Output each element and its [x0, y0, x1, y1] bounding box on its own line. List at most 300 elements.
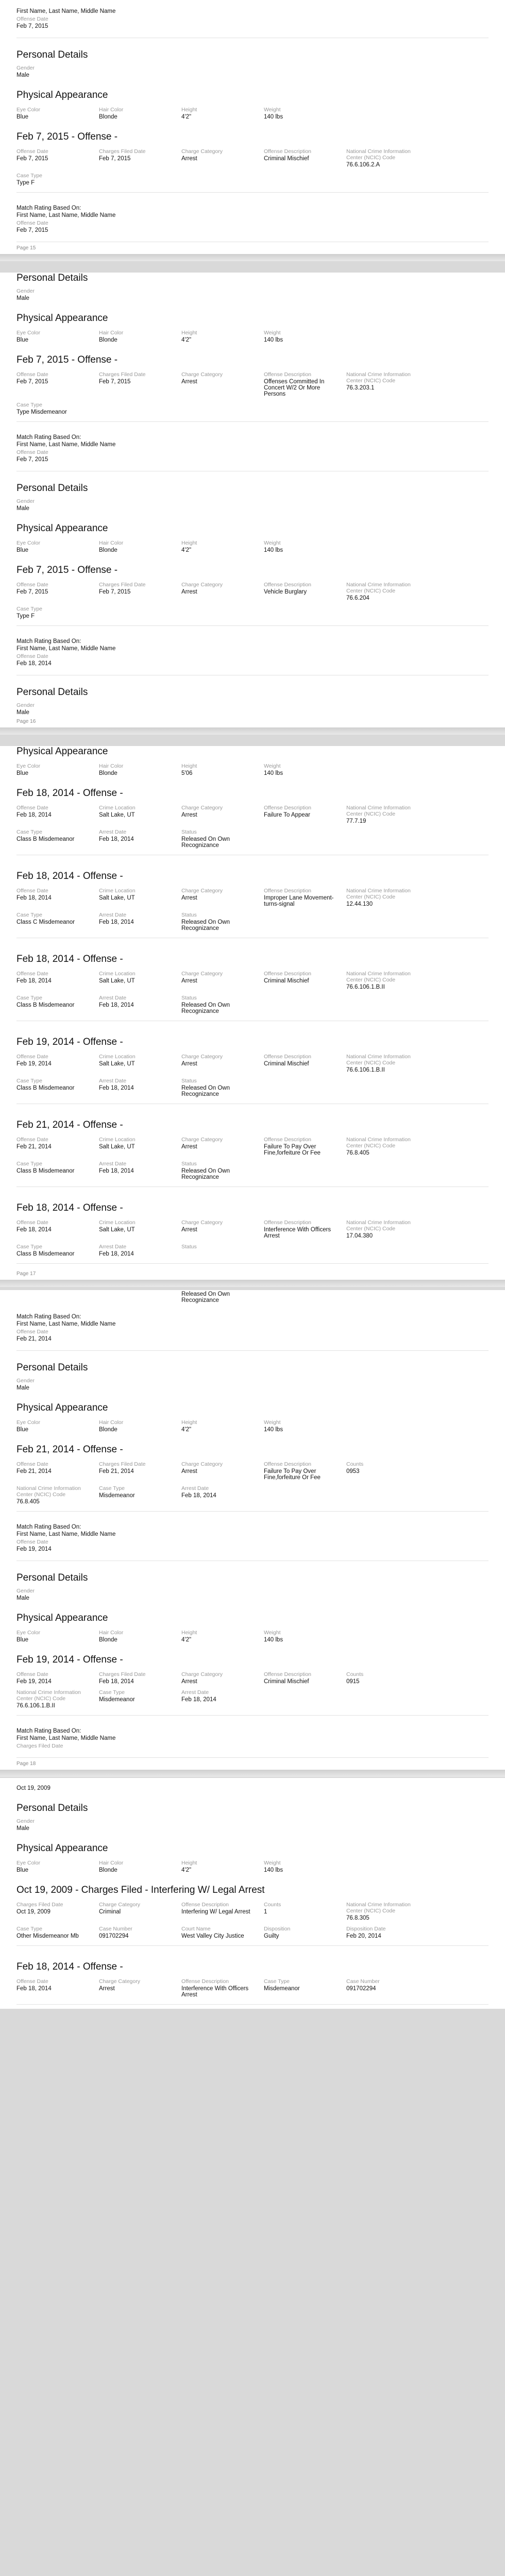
field — [16, 1924, 99, 1939]
field — [16, 147, 99, 168]
field-label: Weight — [264, 330, 281, 336]
field-value: 76.6.106.2.A — [346, 162, 380, 168]
field-label: Charge Category — [181, 582, 223, 588]
field-label: Case Type — [16, 1078, 43, 1084]
field-value: 140 lbs — [264, 337, 283, 343]
field — [16, 400, 99, 415]
field — [16, 105, 99, 120]
field-value: Failure To Pay Over Fine,forfeiture Or Fee — [264, 1468, 321, 1481]
field-value: Arrest — [181, 1061, 197, 1067]
field-value: Feb 18, 2014 — [99, 1085, 134, 1091]
field-label: National Crime Information Center (NCIC) Code — [16, 1485, 81, 1498]
field — [99, 1159, 181, 1180]
field-label: Hair Color — [99, 1860, 124, 1866]
field-row — [16, 886, 489, 907]
field-value: Misdemeanor — [99, 1697, 135, 1703]
field-value: Feb 18, 2014 — [99, 1002, 134, 1008]
field — [99, 1670, 181, 1685]
field — [346, 886, 429, 907]
field-label: Offense Date — [16, 148, 48, 155]
field — [181, 1076, 264, 1097]
field-row — [16, 993, 489, 1014]
field — [99, 1688, 181, 1709]
field-label: National Crime Information Center (NCIC) Code — [16, 1689, 81, 1702]
field — [181, 1484, 264, 1505]
field-label: Charge Category — [181, 971, 223, 977]
field — [181, 827, 264, 849]
field — [181, 1159, 264, 1180]
field — [181, 993, 264, 1014]
field-value: Feb 18, 2014 — [16, 1227, 52, 1233]
field-label: Counts — [346, 1671, 364, 1677]
field-label: Eye Color — [16, 107, 41, 113]
field-value: Released On Own Recognizance — [181, 1085, 230, 1097]
field-row — [16, 1218, 489, 1239]
offense-title: Feb 18, 2014 - Offense - — [16, 954, 123, 964]
field — [181, 969, 264, 990]
field-label: Case Type — [16, 1161, 43, 1167]
divider — [16, 625, 489, 626]
field-value: Improper Lane Movement-turns-signal — [264, 895, 334, 907]
field — [16, 538, 99, 553]
field-value: 140 lbs — [264, 1867, 283, 1873]
field-label: Hair Color — [99, 1630, 124, 1636]
offense-entry — [16, 565, 489, 630]
field-value: 0915 — [346, 1679, 360, 1685]
offense-title: Feb 18, 2014 - Offense - — [16, 788, 123, 799]
field-value: 140 lbs — [264, 1427, 283, 1433]
field-label: Weight — [264, 540, 281, 546]
field-label: Disposition Date — [346, 1926, 386, 1932]
field-label: Charge Category — [181, 148, 223, 155]
field-label: Charge Category — [181, 371, 223, 378]
offense-title: Feb 18, 2014 - Offense - — [16, 1202, 123, 1213]
field — [99, 1418, 181, 1433]
field-row — [16, 1977, 489, 1998]
field-value: Blue — [16, 547, 29, 553]
field — [346, 370, 429, 397]
field-label: Weight — [264, 1860, 281, 1866]
field — [16, 1858, 99, 1873]
field-label: Case Type — [264, 1978, 290, 1985]
field-value: Misdemeanor — [99, 1493, 135, 1499]
field — [346, 1900, 429, 1921]
field-value: Salt Lake, UT — [99, 1144, 135, 1150]
field-label: Weight — [264, 1630, 281, 1636]
field — [264, 1670, 346, 1685]
field-label: Offense Description — [264, 1219, 312, 1226]
field-value: Blue — [16, 114, 29, 120]
field — [16, 1628, 99, 1643]
field — [181, 1977, 264, 1998]
field — [16, 1135, 99, 1156]
field-label: Status — [181, 1244, 197, 1250]
field-value: Blonde — [99, 114, 117, 120]
field — [181, 1688, 264, 1709]
match-rating — [16, 630, 489, 675]
field-row — [16, 1076, 489, 1097]
field-label: Hair Color — [99, 107, 124, 113]
field-row — [16, 370, 489, 397]
field-value: 091702294 — [346, 1986, 376, 1992]
divider — [16, 1511, 489, 1512]
field-label: Offense Date — [16, 1978, 48, 1985]
field-label: National Crime Information Center (NCIC) Code — [346, 888, 411, 900]
field-label: Case Type — [16, 995, 43, 1001]
field-value: Criminal Mischief — [264, 978, 309, 984]
field — [99, 1484, 181, 1505]
field-value: 12.44.130 — [346, 901, 373, 907]
field-label: Court Name — [181, 1926, 211, 1932]
offense-entry — [16, 1444, 489, 1516]
field-label: Charge Category — [181, 1461, 223, 1467]
match-rating-fields: First Name, Last Name, Middle Name — [16, 8, 116, 14]
field-row — [16, 105, 489, 120]
field-label: Hair Color — [99, 330, 124, 336]
field — [99, 1052, 181, 1073]
field-label: Offense Description — [264, 1461, 312, 1467]
section-title: Personal Details — [16, 1362, 88, 1373]
field — [264, 370, 346, 397]
section-title: Physical Appearance — [16, 1402, 108, 1413]
field-label: Height — [181, 1630, 197, 1636]
field-label: Crime Location — [99, 971, 136, 977]
section-title: Personal Details — [16, 49, 88, 60]
field-label: Arrest Date — [99, 1161, 127, 1167]
field-label: Offense Date — [16, 1539, 48, 1545]
personal-details — [16, 702, 489, 716]
field-label: Charge Category — [181, 1137, 223, 1143]
match-rating-title: Match Rating Based On: — [16, 1728, 81, 1734]
field-value: 4'2" — [181, 114, 192, 120]
field-value: Feb 18, 2014 — [99, 919, 134, 925]
field-label: Gender — [16, 65, 35, 71]
field-value: 091702294 — [99, 1933, 129, 1939]
field — [264, 1418, 346, 1433]
field-row — [16, 1460, 489, 1481]
field-row — [16, 827, 489, 849]
field-label: Eye Color — [16, 1419, 41, 1426]
section-title: Physical Appearance — [16, 523, 108, 534]
field-value: 140 lbs — [264, 114, 283, 120]
field — [16, 1242, 99, 1257]
field-value: 140 lbs — [264, 770, 283, 776]
field-value: Class C Misdemeanor — [16, 919, 75, 925]
personal-details — [16, 498, 489, 512]
field-label: Arrest Date — [181, 1689, 209, 1696]
match-rating-fields: First Name, Last Name, Middle Name — [16, 442, 116, 448]
page-gap — [0, 254, 505, 261]
field-label: National Crime Information Center (NCIC) Code — [346, 971, 411, 983]
field-value: Feb 21, 2014 — [16, 1336, 52, 1342]
field-label: Offense Description — [181, 1902, 229, 1908]
field-label: Crime Location — [99, 888, 136, 894]
section-title: Physical Appearance — [16, 313, 108, 324]
report-page — [0, 746, 505, 1280]
field-value: 5'06 — [181, 770, 193, 776]
report-page — [0, 0, 505, 254]
field — [264, 761, 346, 776]
field-label: Height — [181, 1419, 197, 1426]
offense-entry — [16, 871, 489, 942]
section-title: Personal Details — [16, 483, 88, 494]
field-label: Case Type — [16, 1244, 43, 1250]
page-gap — [0, 727, 505, 735]
field — [264, 105, 346, 120]
offense-title: Feb 18, 2014 - Offense - — [16, 871, 123, 882]
field-value: Arrest — [181, 1144, 197, 1150]
personal-details — [16, 288, 489, 301]
field-value: Vehicle Burglary — [264, 589, 307, 595]
field-value: Criminal Mischief — [264, 156, 309, 162]
field-value: Released On Own Recognizance — [181, 1168, 230, 1180]
field — [181, 1242, 264, 1257]
field-label: Case Type — [16, 606, 43, 612]
field — [264, 1977, 346, 1998]
field-value: Feb 18, 2014 — [16, 895, 52, 901]
field-value: 4'2" — [181, 547, 192, 553]
field-label: Offense Date — [16, 1137, 48, 1143]
field-label: National Crime Information Center (NCIC) Code — [346, 582, 411, 594]
field-value: Salt Lake, UT — [99, 812, 135, 818]
field — [16, 1688, 99, 1709]
field-value: Feb 7, 2015 — [16, 23, 48, 29]
field — [99, 147, 181, 168]
field-label: Height — [181, 763, 197, 769]
match-rating-fields: First Name, Last Name, Middle Name — [16, 1531, 116, 1537]
field — [181, 370, 264, 397]
report-page — [0, 273, 505, 727]
field-row — [16, 400, 489, 415]
field-value: Feb 19, 2014 — [16, 1679, 52, 1685]
field-value: Male — [16, 505, 29, 512]
field-value: Feb 21, 2014 — [16, 1144, 52, 1150]
field — [16, 1076, 99, 1097]
match-rating-title: Match Rating Based On: — [16, 434, 81, 440]
field — [16, 1159, 99, 1180]
field-value: Male — [16, 295, 29, 301]
match-rating-fields: First Name, Last Name, Middle Name — [16, 646, 116, 652]
offense-title: Feb 21, 2014 - Offense - — [16, 1120, 123, 1130]
field-value: Arrest — [181, 895, 197, 901]
field-value: Feb 19, 2014 — [16, 1061, 52, 1067]
field-row — [16, 761, 489, 776]
field-value: Criminal Mischief — [264, 1679, 309, 1685]
field-row — [16, 604, 489, 619]
field — [181, 803, 264, 824]
match-rating-fields: First Name, Last Name, Middle Name — [16, 1321, 116, 1327]
personal-details — [16, 1588, 489, 1601]
field-label: Offense Description — [264, 1137, 312, 1143]
field-label: Arrest Date — [99, 1244, 127, 1250]
field-value: Feb 18, 2014 — [181, 1493, 216, 1499]
field-label: Hair Color — [99, 1419, 124, 1426]
field-value: Salt Lake, UT — [99, 895, 135, 901]
personal-details — [16, 1818, 489, 1832]
field-label: Arrest Date — [181, 1485, 209, 1492]
page-number: Page 16 — [16, 719, 36, 724]
section-title: Physical Appearance — [16, 1613, 108, 1623]
field-label: National Crime Information Center (NCIC) Code — [346, 1902, 411, 1914]
field-label: Crime Location — [99, 1137, 136, 1143]
field-label: Arrest Date — [99, 1078, 127, 1084]
section-title: Personal Details — [16, 273, 88, 283]
field-value: Blonde — [99, 547, 117, 553]
field-value: Feb 18, 2014 — [16, 660, 52, 667]
field-value: Guilty — [264, 1933, 279, 1939]
field-value: Blue — [16, 1427, 29, 1433]
field-label: National Crime Information Center (NCIC) Code — [346, 371, 411, 384]
field-label: Arrest Date — [99, 995, 127, 1001]
field — [264, 886, 346, 907]
field-label: National Crime Information Center (NCIC) Code — [346, 1219, 411, 1232]
field-label: Crime Location — [99, 1054, 136, 1060]
field-label: Offense Date — [16, 888, 48, 894]
match-rating — [16, 1720, 489, 1758]
field — [181, 1858, 264, 1873]
field-value: Blonde — [99, 1427, 117, 1433]
field-value: Feb 18, 2014 — [99, 1168, 134, 1174]
field — [264, 1628, 346, 1643]
field-value: Arrest — [181, 589, 197, 595]
field-value: Feb 19, 2014 — [16, 1546, 52, 1552]
field-row — [16, 1159, 489, 1180]
field-value: Feb 18, 2014 — [99, 836, 134, 842]
field-label: Case Type — [99, 1689, 125, 1696]
field-value: Oct 19, 2009 — [16, 1785, 50, 1791]
field — [16, 910, 99, 931]
field-label: Case Type — [16, 912, 43, 918]
field-label: Offense Description — [264, 971, 312, 977]
field — [181, 328, 264, 343]
offense-entry — [16, 788, 489, 859]
field — [181, 580, 264, 601]
field-value: Feb 18, 2014 — [16, 1986, 52, 1992]
field-value: Feb 18, 2014 — [16, 812, 52, 818]
field — [264, 969, 346, 990]
offense-entry — [16, 1037, 489, 1108]
field-value: Interfering W/ Legal Arrest — [181, 1909, 250, 1915]
field-label: National Crime Information Center (NCIC) Code — [346, 1137, 411, 1149]
page-gap — [0, 1280, 505, 1287]
field-value: Male — [16, 1825, 29, 1832]
field-value: 0953 — [346, 1468, 360, 1475]
field-label: Offense Date — [16, 971, 48, 977]
offense-title: Feb 21, 2014 - Offense - — [16, 1444, 123, 1455]
field-label: Case Type — [16, 173, 43, 179]
field-row — [16, 1418, 489, 1433]
field-value: Feb 7, 2015 — [16, 379, 48, 385]
field — [264, 1218, 346, 1239]
match-rating-fields: First Name, Last Name, Middle Name — [16, 1735, 116, 1741]
field — [16, 993, 99, 1014]
field — [99, 538, 181, 553]
field-label: Status — [181, 995, 197, 1001]
field — [99, 761, 181, 776]
field-label: Charge Category — [99, 1978, 140, 1985]
field-value: Salt Lake, UT — [99, 978, 135, 984]
field-value: Blue — [16, 1637, 29, 1643]
report-page — [0, 1290, 505, 1770]
section-title: Physical Appearance — [16, 746, 108, 757]
field — [16, 761, 99, 776]
field-row — [16, 1484, 489, 1505]
field — [264, 803, 346, 824]
field-label: Offense Description — [181, 1978, 229, 1985]
field-row — [16, 538, 489, 553]
charges-entry — [16, 1885, 489, 1950]
field-label: Charge Category — [181, 1054, 223, 1060]
field-label: Eye Color — [16, 330, 41, 336]
field-value: Class B Misdemeanor — [16, 1168, 75, 1174]
field — [99, 370, 181, 397]
field-value: Class B Misdemeanor — [16, 1002, 75, 1008]
field-label: Case Number — [346, 1978, 380, 1985]
field-value: 76.8.405 — [16, 1499, 40, 1505]
field-label: Gender — [16, 288, 35, 294]
field-row — [16, 1135, 489, 1156]
field-row — [16, 328, 489, 343]
field — [181, 761, 264, 776]
field-label: Eye Color — [16, 1630, 41, 1636]
field-label: Status — [181, 829, 197, 835]
field-value: Feb 7, 2015 — [99, 379, 131, 385]
field-label: Weight — [264, 1419, 281, 1426]
field-value: 76.8.405 — [346, 1150, 369, 1156]
field — [99, 803, 181, 824]
divider — [16, 421, 489, 422]
field-value: 140 lbs — [264, 1637, 283, 1643]
section-title: Personal Details — [16, 1572, 88, 1583]
field — [16, 604, 99, 619]
field-label: Arrest Date — [99, 912, 127, 918]
field — [181, 1924, 264, 1939]
field-label: Offense Description — [264, 888, 312, 894]
field-value: Feb 7, 2015 — [16, 227, 48, 233]
field-row — [16, 1242, 489, 1257]
field — [264, 1052, 346, 1073]
spacer — [16, 1290, 99, 1303]
field-value: 17.04.380 — [346, 1233, 373, 1239]
field — [99, 1076, 181, 1097]
field-label: Offense Date — [16, 1219, 48, 1226]
field-label: Hair Color — [99, 763, 124, 769]
field-label: Height — [181, 107, 197, 113]
field-label: Eye Color — [16, 763, 41, 769]
field-label: Eye Color — [16, 540, 41, 546]
field-label: Offense Date — [16, 1671, 48, 1677]
field — [99, 886, 181, 907]
field-value: Criminal — [99, 1909, 121, 1915]
field-value: Feb 20, 2014 — [346, 1933, 381, 1939]
field-value: Blonde — [99, 337, 117, 343]
match-rating — [16, 426, 489, 471]
field-value: Criminal Mischief — [264, 1061, 309, 1067]
field-value: Blue — [16, 1867, 29, 1873]
field — [16, 886, 99, 907]
field-label: Case Type — [16, 402, 43, 408]
divider — [16, 192, 489, 193]
field — [264, 1900, 346, 1921]
field-value: Feb 7, 2015 — [16, 589, 48, 595]
offense-title: Feb 7, 2015 - Offense - — [16, 354, 118, 365]
field-label: Offense Date — [16, 653, 48, 659]
field-label: Charge Category — [181, 805, 223, 811]
field-value: Arrest — [181, 1679, 197, 1685]
field-label: Eye Color — [16, 1860, 41, 1866]
field — [181, 886, 264, 907]
field-value: Other Misdemeanor Mb — [16, 1933, 79, 1939]
